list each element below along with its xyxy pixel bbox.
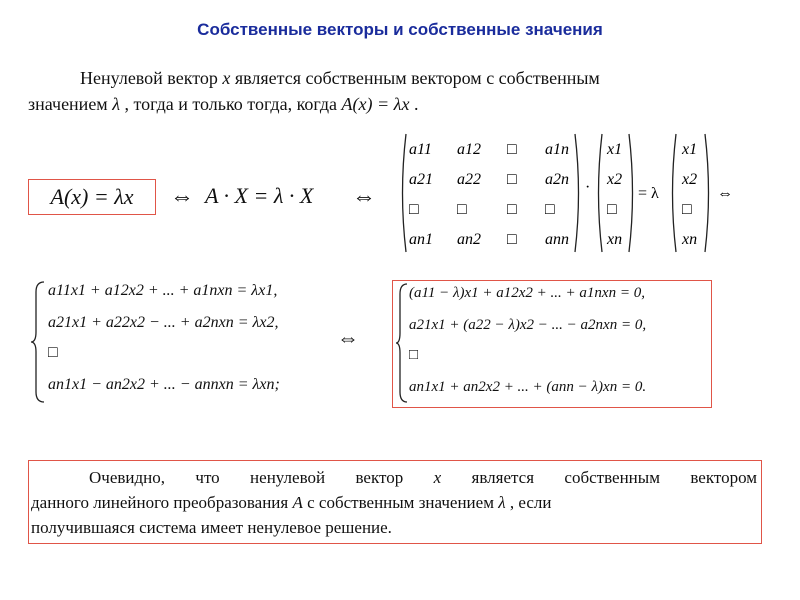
equals-lambda: = λ xyxy=(638,185,659,202)
intro-formula: A(x) = λx xyxy=(341,94,410,114)
system-left-row-1: a11x1 + a12x2 + ... + a1nxn = λx1, xyxy=(48,282,278,299)
matrix-A-cell: a21 xyxy=(409,171,433,188)
matrix-A-cell: a1n xyxy=(545,141,569,158)
intro-paragraph xyxy=(80,66,785,91)
vector-rhs-cell: x1 xyxy=(682,141,698,158)
conclusion-var-A: A xyxy=(292,493,303,512)
matrix-A-cell: a22 xyxy=(457,171,481,188)
intro-line-1 xyxy=(80,66,785,91)
matrix-A-cell: □ xyxy=(507,171,517,188)
boxed-formula-text: A(x) = λx xyxy=(50,184,134,209)
system-arrow: ⇔ xyxy=(337,325,359,350)
system-left xyxy=(30,280,330,405)
matrix-A-cell: □ xyxy=(409,201,419,218)
equiv-arrow-2: ⇔ xyxy=(352,184,376,210)
vector-rhs-cell: xn xyxy=(682,231,698,248)
vector-rhs-left-paren xyxy=(673,134,677,252)
conclusion-line-2 xyxy=(31,490,757,515)
trail-arrow: ⇔ xyxy=(717,185,733,202)
conclusion-var-x: x xyxy=(433,468,442,487)
matrix-A-cell: □ xyxy=(457,201,467,218)
vector-x-cell: □ xyxy=(607,201,617,218)
matrix-A-cell: a11 xyxy=(409,141,432,158)
vector-rhs-cell: x2 xyxy=(682,171,698,188)
matrix-A-left-paren xyxy=(403,134,407,252)
vector-rhs-right-paren xyxy=(705,134,709,252)
system-right-box xyxy=(392,280,712,408)
conclusion-text-d: с собственным значением xyxy=(302,493,499,512)
conclusion-line-3: получившаяся система имеет ненулевое решение. xyxy=(31,518,392,537)
intro-line-2 xyxy=(28,92,418,117)
vector-x-right-paren xyxy=(629,134,633,252)
system-right-row-1: (a11 − λ)x1 + a12x2 + ... + a1nxn = 0, xyxy=(409,285,645,301)
system-left-row-4: an1x1 − an2x2 + ... − annxn = λxn; xyxy=(48,376,280,393)
matrix-A-cell: an1 xyxy=(409,231,433,248)
matrix-equation xyxy=(395,130,755,256)
matrix-A-cell: □ xyxy=(507,231,517,248)
intro-text-a: Ненулевой вектор xyxy=(80,68,223,88)
conclusion-text-e: , если xyxy=(505,493,552,512)
matrix-A-cell: a2n xyxy=(545,171,569,188)
matrix-dot: · xyxy=(585,179,591,196)
conclusion-lambda: λ xyxy=(498,493,506,512)
vector-x-left-paren xyxy=(599,134,603,252)
matrix-A-cell: a12 xyxy=(457,141,481,158)
vector-x-cell: xn xyxy=(607,231,623,248)
intro-text-d: , тогда и только тогда, когда xyxy=(120,94,342,114)
conclusion-text-c: данного линейного преобразования xyxy=(31,493,293,512)
matrix-form: A · X = λ · X xyxy=(205,183,314,208)
matrix-A-cell: ann xyxy=(545,231,569,248)
page-title: Собственные векторы и собственные значения xyxy=(197,20,603,39)
system-left-row-2: a21x1 + a22x2 − ... + a2nxn = λx2, xyxy=(48,314,279,331)
boxed-formula xyxy=(28,179,156,215)
left-brace xyxy=(30,280,50,405)
vector-rhs-cell: □ xyxy=(682,201,692,218)
intro-var-x: x xyxy=(222,68,231,88)
conclusion-box xyxy=(28,460,762,544)
conclusion-line-1 xyxy=(89,465,757,490)
conclusion-text-b: является собственным вектором xyxy=(441,468,757,487)
matrix-A-cell: □ xyxy=(507,201,517,218)
equiv-arrow-1: ⇔ xyxy=(170,184,194,210)
matrix-A-cell: an2 xyxy=(457,231,481,248)
system-right-row-4: an1x1 + an2x2 + ... + (ann − λ)xn = 0. xyxy=(409,379,647,395)
matrix-A xyxy=(403,134,734,252)
matrix-A-right-paren xyxy=(575,134,579,252)
intro-text-b: является собственным вектором с собственным xyxy=(230,68,600,88)
vector-x-cell: x2 xyxy=(607,171,623,188)
system-left-row-3: □ xyxy=(48,344,58,361)
intro-text-end: . xyxy=(409,94,419,114)
conclusion-text-a: Очевидно, что ненулевой вектор xyxy=(89,468,434,487)
vector-x-cell: x1 xyxy=(607,141,623,158)
system-right-row-3: □ xyxy=(409,347,419,363)
intro-text-c: значением xyxy=(28,94,113,114)
matrix-A-cell: □ xyxy=(545,201,555,218)
system-right-row-2: a21x1 + (a22 − λ)x2 − ... − a2nxn = 0, xyxy=(409,317,647,333)
matrix-A-cell: □ xyxy=(507,141,517,158)
intro-lambda: λ xyxy=(112,94,120,114)
